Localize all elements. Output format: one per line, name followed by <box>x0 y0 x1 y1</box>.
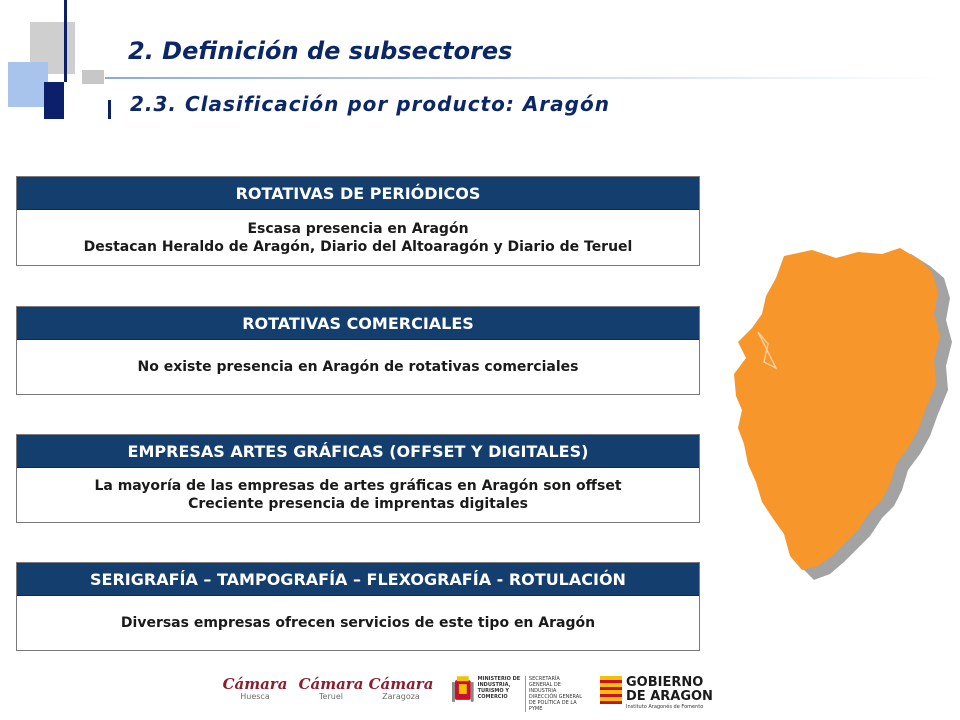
camara-huesca-logo <box>220 676 290 701</box>
section-body <box>17 468 699 522</box>
camara-name: Cámara <box>222 675 288 693</box>
section-line: No existe presencia en Aragón de rotativas comerciales <box>137 359 579 375</box>
camara-name: Cámara <box>368 675 434 693</box>
camara-name: Cámara <box>298 675 364 693</box>
deco-square-navy <box>44 82 64 119</box>
section-heading: ROTATIVAS COMERCIALES <box>17 307 699 340</box>
section-heading: SERIGRAFÍA – TAMPOGRAFÍA – FLEXOGRAFÍA - ROTULACIÓN <box>17 563 699 596</box>
ministerio-direccion: DIRECCIÓN GENERAL DE POLÍTICA DE LA PYME <box>528 694 583 712</box>
section-serigrafia <box>16 562 700 651</box>
section-heading: EMPRESAS ARTES GRÁFICAS (OFFSET Y DIGITALES) <box>17 435 699 468</box>
gobierno-text <box>626 676 713 711</box>
section-rotativas-periodicos <box>16 176 700 266</box>
ministerio-dept <box>525 676 584 712</box>
deco-square-gray-small <box>82 70 104 84</box>
gobierno-instituto: Instituto Aragonés de Fomento <box>626 704 704 710</box>
camara-city: Teruel <box>319 692 343 701</box>
section-body <box>17 596 699 650</box>
section-line: Destacan Heraldo de Aragón, Diario del Altoaragón y Diario de Teruel <box>83 238 633 255</box>
deco-vertical-line <box>64 0 67 82</box>
coat-of-arms-icon <box>452 676 474 706</box>
aragon-map-icon <box>706 244 956 584</box>
ministerio-logo <box>452 676 584 712</box>
ministerio-name: MINISTERIO DE INDUSTRIA, TURISMO Y COMERCIO <box>477 676 521 700</box>
gobierno-aragon-logo <box>600 676 720 714</box>
gobierno-line2: DE ARAGON <box>626 689 713 704</box>
section-line: Creciente presencia de imprentas digitales <box>188 496 528 512</box>
title-underline <box>105 77 945 79</box>
page-subtitle: 2.3. Clasificación por producto: Aragón <box>130 92 610 116</box>
aragon-map-shape <box>734 248 940 570</box>
gobierno-line1: GOBIERNO <box>626 675 704 690</box>
camara-zaragoza-logo <box>366 676 436 701</box>
camara-city: Huesca <box>240 692 270 701</box>
aragon-flag-icon <box>600 676 622 704</box>
camara-city: Zaragoza <box>382 692 420 701</box>
section-line: Escasa presencia en Aragón <box>247 220 469 237</box>
section-rotativas-comerciales <box>16 306 700 395</box>
deco-square-navy-edge <box>64 100 111 119</box>
page-title: 2. Definición de subsectores <box>128 37 513 65</box>
deco-square-blue <box>8 62 48 107</box>
section-heading: ROTATIVAS DE PERIÓDICOS <box>17 177 699 210</box>
camara-teruel-logo <box>296 676 366 701</box>
ministerio-secretaria: SECRETARÍA GENERAL DE INDUSTRIA <box>528 676 561 694</box>
section-body <box>17 340 699 394</box>
section-body <box>17 210 699 265</box>
section-line: La mayoría de las empresas de artes gráficas en Aragón son offset <box>94 478 622 494</box>
section-line: Diversas empresas ofrecen servicios de este tipo en Aragón <box>120 615 596 631</box>
section-artes-graficas <box>16 434 700 523</box>
